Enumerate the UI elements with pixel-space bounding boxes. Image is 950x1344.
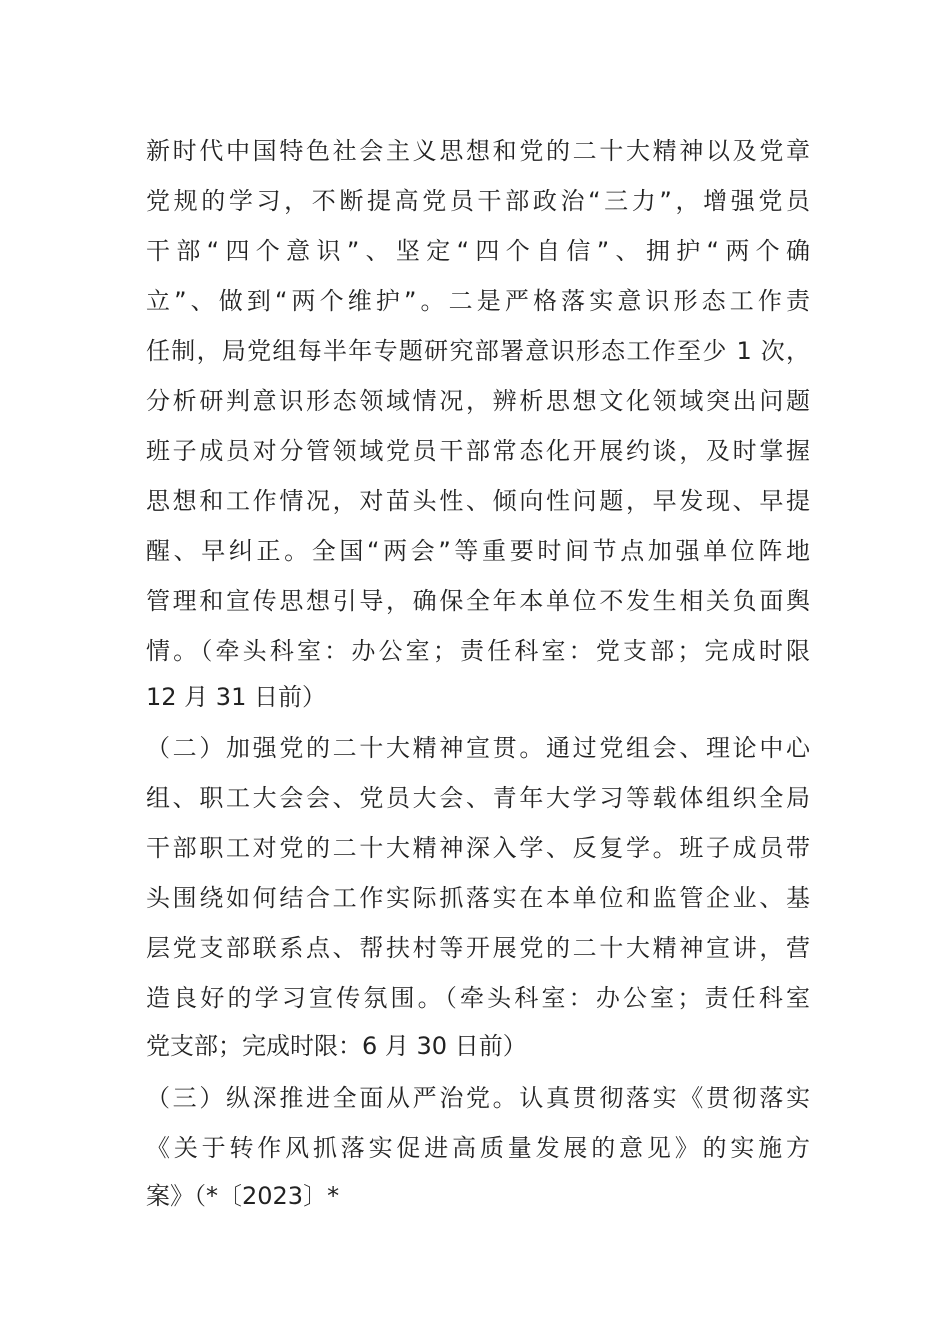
text-line: 分析研判意识形态领域情况，辨析思想文化领域突出问题	[146, 387, 810, 415]
text-line: 案》（*〔2023〕*	[146, 1182, 340, 1210]
text-line: 立”、做到“两个维护”。二是严格落实意识形态工作责	[146, 287, 810, 315]
text-line: 层党支部联系点、帮扶村等开展党的二十大精神宣讲，营	[146, 934, 810, 962]
text-line: 造良好的学习宣传氛围。（牵头科室：办公室；责任科室	[146, 984, 810, 1012]
text-line: 任制，局党组每半年专题研究部署意识形态工作至少 1 次，	[146, 337, 810, 365]
text-line: 党支部；完成时限：6 月 30 日前）	[146, 1032, 527, 1060]
text-line: 12 月 31 日前）	[146, 683, 326, 711]
text-line: 头围绕如何结合工作实际抓落实在本单位和监管企业、基	[146, 884, 810, 912]
text-line: 情。（牵头科室：办公室；责任科室：党支部；完成时限	[146, 637, 810, 665]
text-line: 思想和工作情况，对苗头性、倾向性问题，早发现、早提	[146, 487, 810, 515]
text-line: 干部职工对党的二十大精神深入学、反复学。班子成员带	[146, 834, 810, 862]
text-line: （三）纵深推进全面从严治党。认真贯彻落实《贯彻落实	[146, 1084, 810, 1112]
text-line: 醒、早纠正。全国“两会”等重要时间节点加强单位阵地	[146, 537, 810, 565]
text-line: 班子成员对分管领域党员干部常态化开展约谈，及时掌握	[146, 437, 810, 465]
text-line: 新时代中国特色社会主义思想和党的二十大精神以及党章	[146, 137, 810, 165]
text-line: （二）加强党的二十大精神宣贯。通过党组会、理论中心	[146, 734, 810, 762]
text-line: 干部“四个意识”、坚定“四个自信”、拥护“两个确	[146, 237, 810, 265]
text-line: 《关于转作风抓落实促进高质量发展的意见》的实施方	[146, 1134, 810, 1162]
text-line: 管理和宣传思想引导，确保全年本单位不发生相关负面舆	[146, 587, 810, 615]
text-line: 党规的学习，不断提高党员干部政治“三力”，增强党员	[146, 187, 810, 215]
text-line: 组、职工大会会、党员大会、青年大学习等载体组织全局	[146, 784, 810, 812]
